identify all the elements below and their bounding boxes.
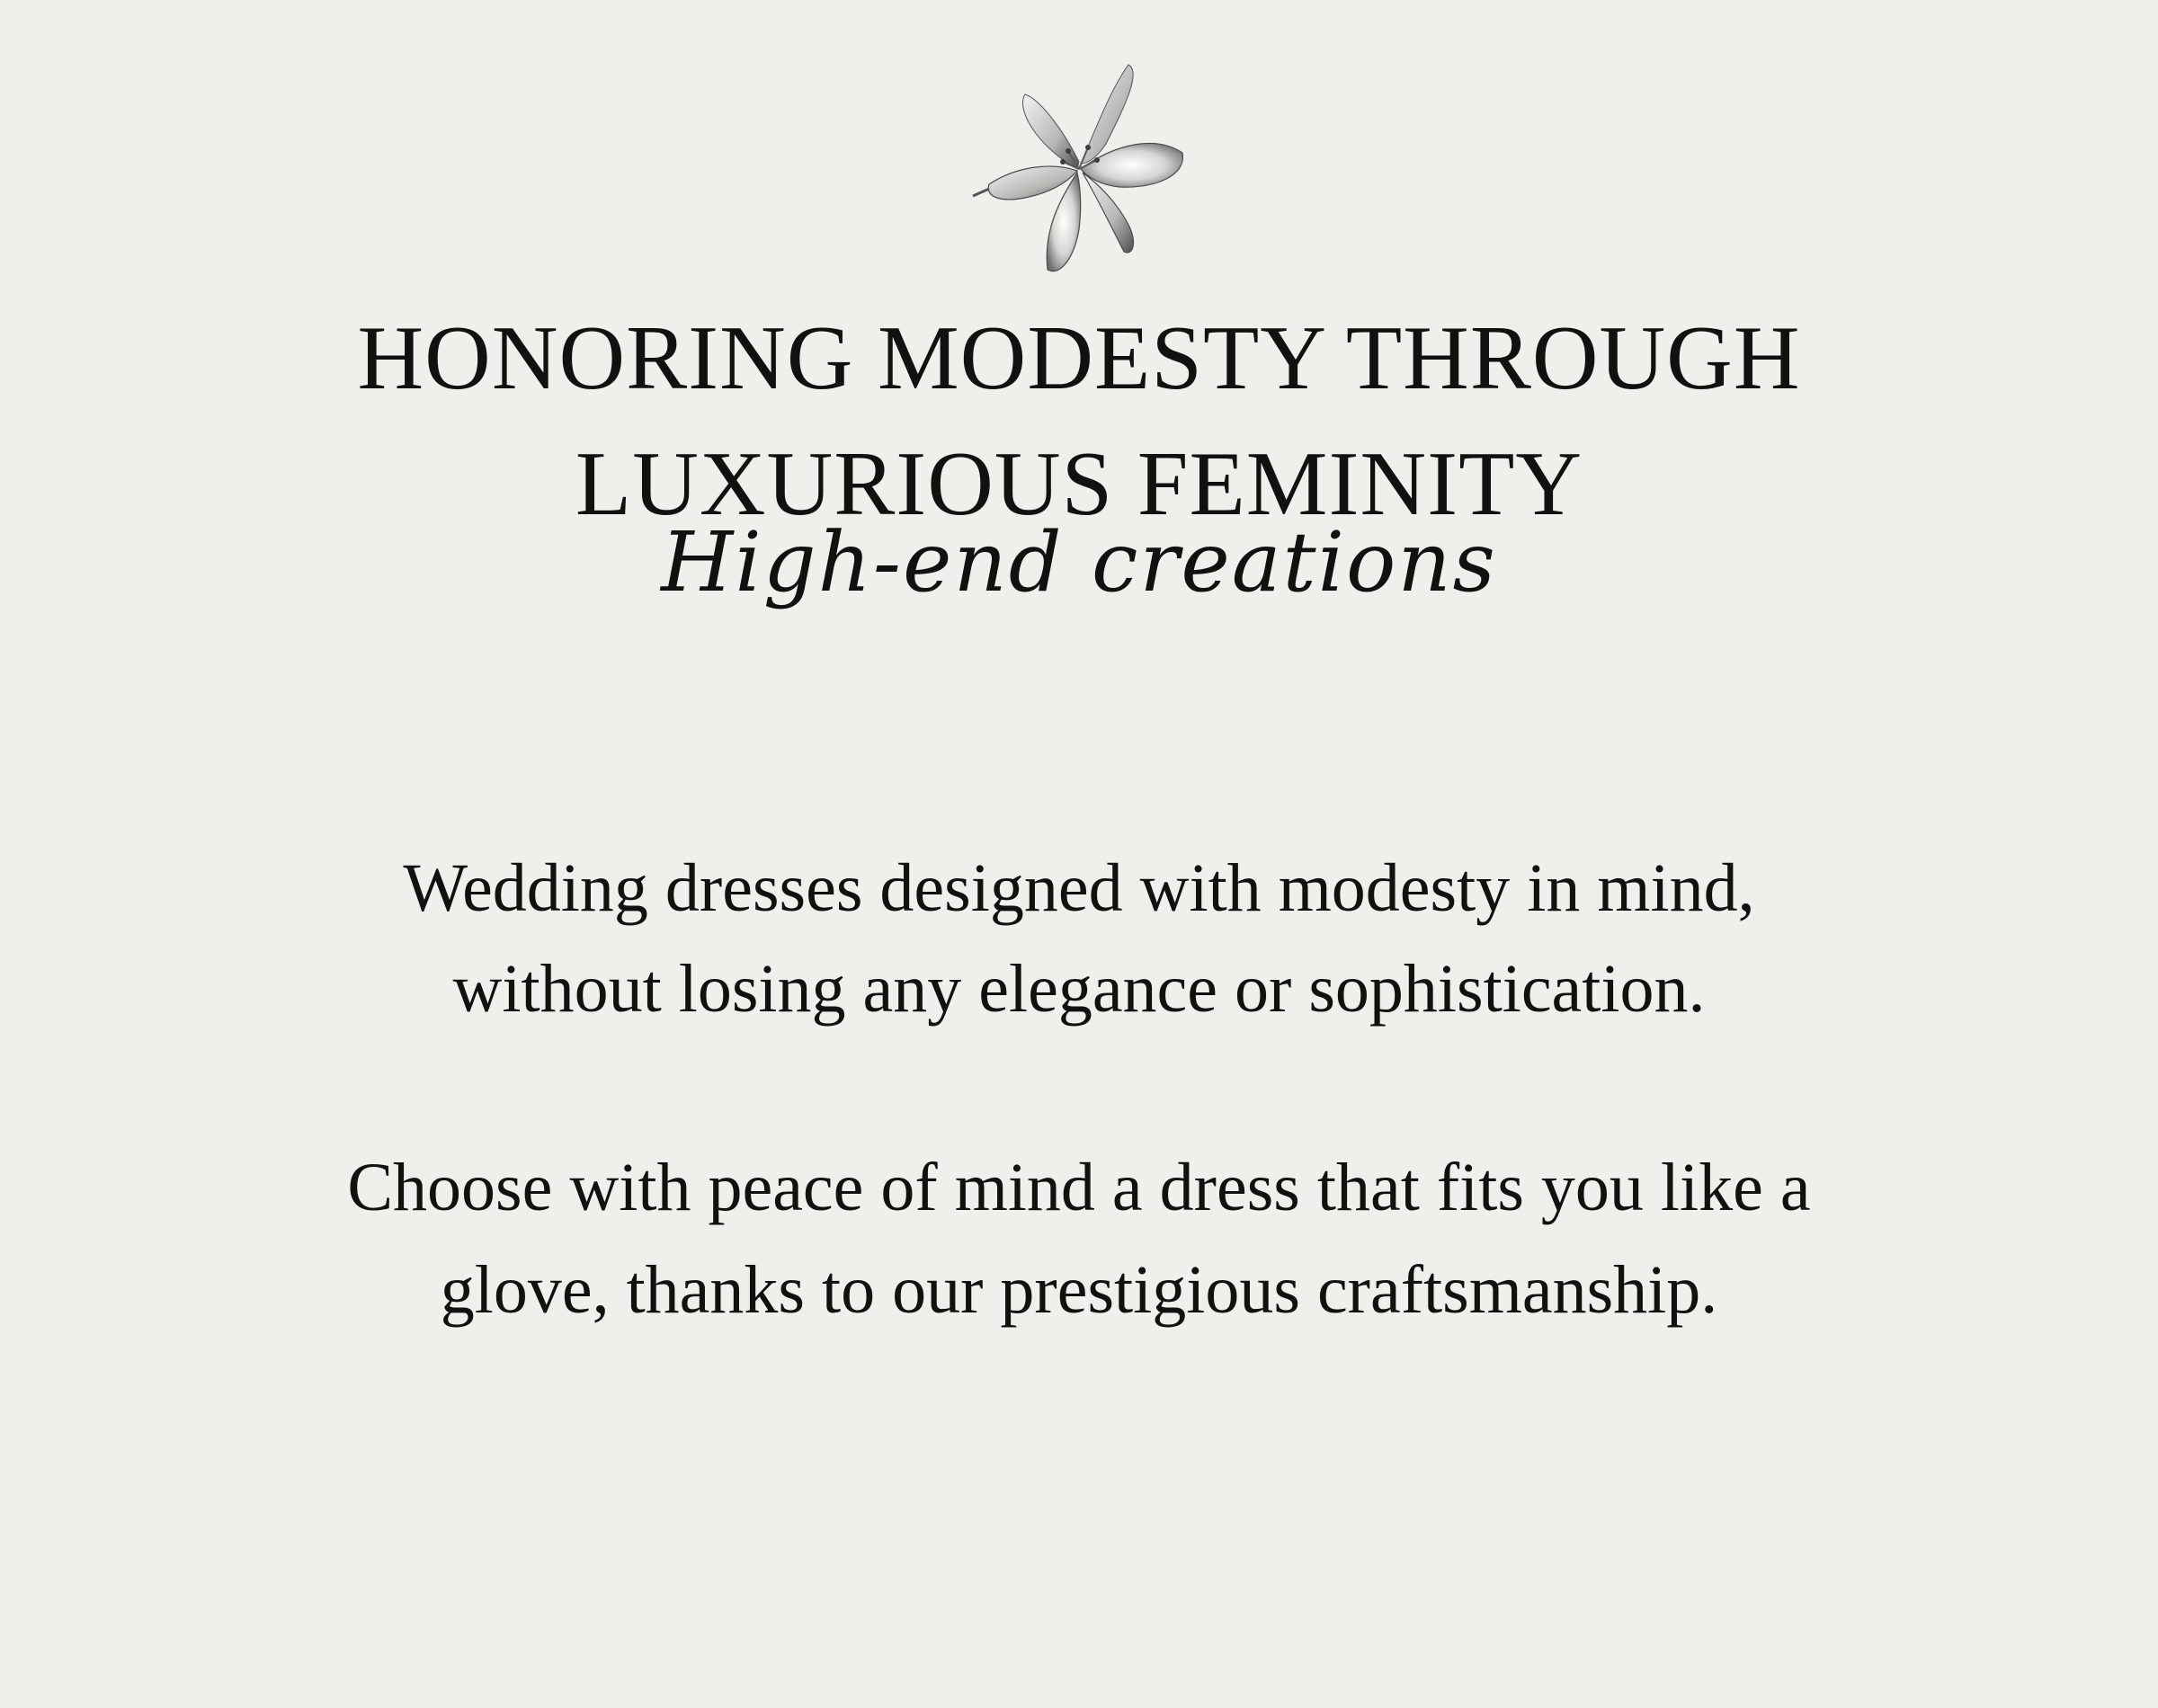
lily-flower-icon <box>962 54 1196 288</box>
page-title-line-2: LUXURIOUS FEMINITY <box>575 433 1583 535</box>
paragraph-2-line-1: Choose with peace of mind a dress that fits you like a <box>347 1150 1811 1225</box>
paragraph-1-line-2: without losing any elegance or sophistication. <box>452 951 1706 1027</box>
paragraph-1-line-1: Wedding dresses designed with modesty in mind, <box>403 850 1755 926</box>
paragraph-2-line-2: glove, thanks to our prestigious craftsmanship. <box>440 1252 1718 1328</box>
tagline: High-end creations <box>661 514 1497 610</box>
page-title-line-1: HONORING MODESTY THROUGH <box>357 307 1801 409</box>
